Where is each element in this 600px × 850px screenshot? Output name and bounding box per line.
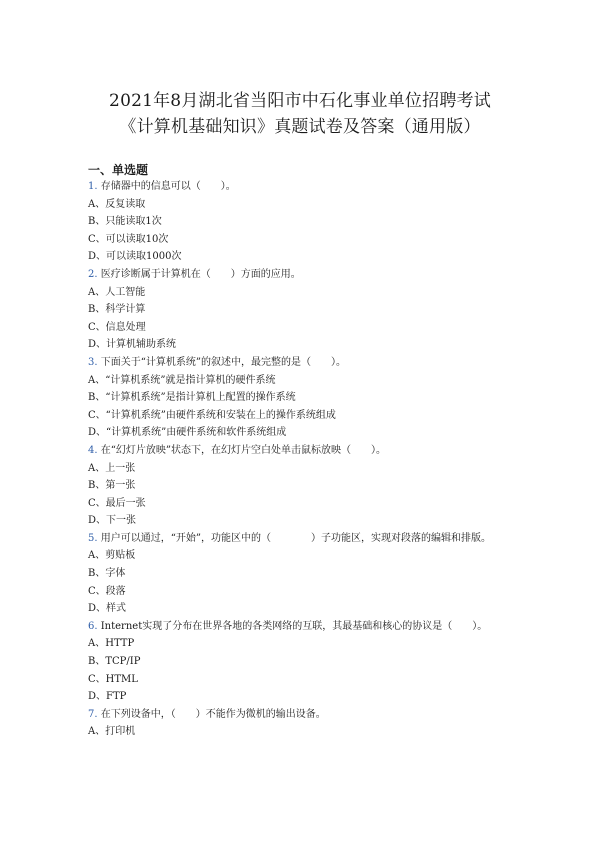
question-text: 医疗诊断属于计算机在（ ）方面的应用。 [100, 268, 301, 280]
answer-option: C、信息处理 [88, 321, 146, 333]
question-7 [88, 706, 512, 741]
answer-option: C、段落 [88, 585, 126, 597]
answer-option: A、剪贴板 [88, 550, 136, 562]
question-3 [88, 354, 512, 442]
answer-option: D、下一张 [88, 515, 137, 527]
answer-option: B、科学计算 [88, 304, 146, 316]
question-text: 用户可以通过，“开始”，功能区中的（ ）子功能区，实现对段落的编辑和排版。 [100, 532, 491, 544]
question-5 [88, 530, 512, 618]
answer-option: A、打印机 [88, 726, 136, 738]
question-stem [88, 618, 512, 636]
answer-option: C、可以读取10次 [88, 233, 169, 245]
answer-option: A、反复读取 [88, 198, 146, 210]
question-stem [88, 706, 512, 724]
answer-option: B、字体 [88, 568, 126, 580]
question-number: 5. [88, 532, 98, 544]
answer-option: C、HTML [88, 673, 138, 685]
answer-option: C、“计算机系统”由硬件系统和安装在上的操作系统组成 [88, 409, 336, 421]
question-stem [88, 530, 512, 548]
answer-option: A、HTTP [88, 638, 135, 650]
question-1 [88, 178, 512, 266]
question-number: 2. [88, 268, 98, 280]
question-stem [88, 266, 512, 284]
title-line-1: 2021年8月湖北省当阳市中石化事业单位招聘考试 [109, 91, 491, 111]
question-text: 存储器中的信息可以（ ）。 [100, 181, 236, 192]
answer-option: B、“计算机系统”是指计算机上配置的操作系统 [88, 392, 296, 404]
question-text: 在“幻灯片放映”状态下，在幻灯片空白处单击鼠标放映（ ）。 [100, 444, 386, 456]
answer-option: B、TCP/IP [88, 656, 141, 668]
question-6 [88, 618, 512, 706]
question-text: 在下列设备中，（ ）不能作为微机的输出设备。 [100, 708, 326, 720]
title-line-2: 《计算机基础知识》真题试卷及答案（通用版） [119, 117, 481, 137]
question-list [88, 178, 512, 741]
answer-option: B、第一张 [88, 480, 136, 492]
answer-option: D、可以读取1000次 [88, 251, 182, 263]
answer-option: D、FTP [88, 691, 127, 703]
answer-option: A、“计算机系统”就是指计算机的硬件系统 [88, 374, 276, 386]
question-stem [88, 178, 512, 196]
question-4 [88, 442, 512, 530]
exam-title [88, 0, 512, 140]
question-text: 下面关于“计算机系统”的叙述中，最完整的是（ ）。 [100, 356, 346, 368]
question-stem [88, 442, 512, 460]
question-number: 3. [88, 356, 98, 368]
question-2 [88, 266, 512, 354]
answer-option: D、“计算机系统”由硬件系统和软件系统组成 [88, 427, 287, 439]
question-number: 1. [88, 181, 98, 192]
answer-option: D、计算机辅助系统 [88, 339, 177, 351]
answer-option: A、人工智能 [88, 286, 146, 298]
question-text: Internet实现了分布在世界各地的各类网络的互联，其最基础和核心的协议是（ ）。 [100, 620, 488, 632]
section-heading: 一、单选题 [88, 163, 149, 177]
answer-option: C、最后一张 [88, 497, 146, 509]
question-number: 7. [88, 708, 98, 720]
question-stem [88, 354, 512, 372]
answer-option: A、上一张 [88, 462, 136, 474]
question-number: 4. [88, 444, 98, 456]
answer-option: B、只能读取1次 [88, 216, 162, 228]
answer-option: D、样式 [88, 603, 127, 615]
question-number: 6. [88, 620, 98, 632]
